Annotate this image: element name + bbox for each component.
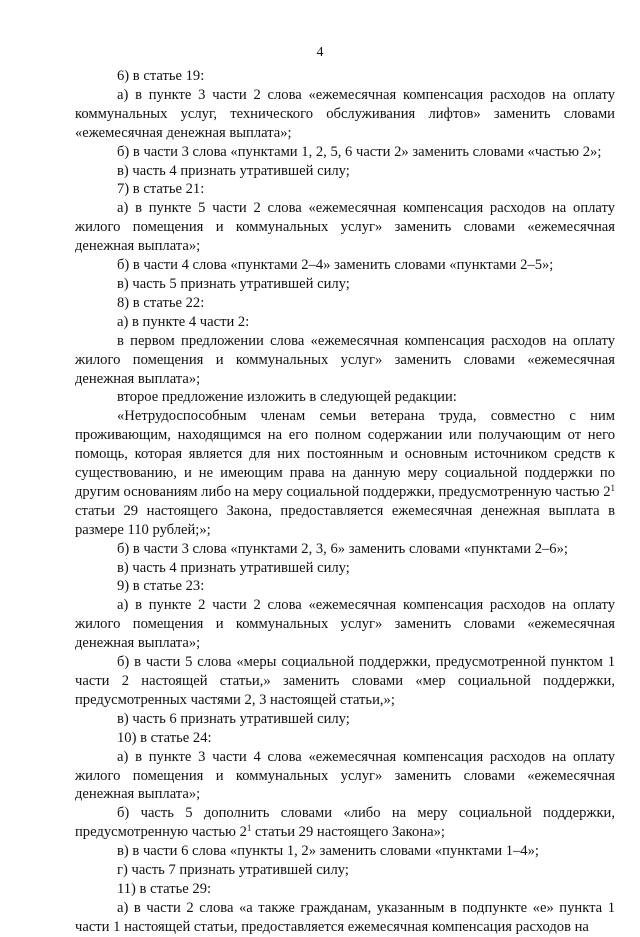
paragraph-subitem: в) часть 4 признать утратившей силу; (117, 162, 350, 179)
paragraph-subitem: а) в пункте 2 части 2 слова «ежемесячная компенсация расходов на оплату жилого помещения и коммунальных услуг» заменить словами «ежемесячная денежная выплата»; (75, 597, 615, 652)
paragraph-subitem-with-superscript (75, 804, 615, 842)
paragraph-subitem: г) часть 7 признать утратившей силу; (117, 862, 349, 879)
paragraph-subitem: а) в пункте 4 части 2: (117, 313, 250, 330)
paragraph-subitem: в) часть 6 признать утратившей силу; (117, 710, 350, 727)
quoted-text-part-2: статьи 29 настоящего Закона, предоставляется ежемесячная денежная выплата в размере 110 рублей;»; (75, 502, 615, 538)
paragraph-subitem: второе предложение изложить в следующей редакции: (117, 389, 457, 406)
paragraph-subitem: в первом предложении слова «ежемесячная компенсация расходов на оплату жилого помещения и коммунальных услуг» заменить словами «ежемесячная денежная выплата»; (75, 332, 615, 387)
paragraph-subitem: б) в части 3 слова «пунктами 2, 3, 6» заменить словами «пунктами 2–6»; (117, 540, 568, 557)
paragraph-subitem: а) в пункте 3 части 4 слова «ежемесячная компенсация расходов на оплату жилого помещения и коммунальных услуг» заменить словами «ежемесячная денежная выплата»; (75, 748, 615, 803)
paragraph-subitem: в) часть 5 признать утратившей силу; (117, 275, 350, 292)
superscript-1: 1 (610, 482, 615, 493)
page-number: 4 (316, 45, 324, 60)
paragraph-subitem: б) в части 5 слова «меры социальной поддержки, предусмотренной пунктом 1 части 2 настоящей статьи,» заменить словами «мер социальной поддержки, предусмотренных частями 2, 3 настоящей статьи,»; (75, 654, 615, 708)
paragraph-item-10: 10) в статье 24: (117, 729, 212, 746)
paragraph-item-6: 6) в статье 19: (117, 68, 205, 84)
paragraph-item-11: 11) в статье 29: (117, 880, 212, 897)
paragraph-subitem: в) в части 6 слова «пункты 1, 2» заменить словами «пунктами 1–4»; (117, 843, 539, 860)
paragraph-item-9: 9) в статье 23: (117, 578, 205, 595)
text-part-1: б) часть 5 дополнить словами «либо на меру социальной поддержки, предусмотренную частью 2 (75, 805, 615, 841)
document-body (75, 67, 615, 937)
paragraph-subitem: б) в части 4 слова «пунктами 2–4» заменить словами «пунктами 2–5»; (117, 257, 554, 274)
paragraph-subitem: а) в части 2 слова «а также гражданам, указанным в подпункте «е» пункта 1 части 1 настоящей статьи, предоставляется ежемесячная компенсация расходов на (75, 899, 615, 935)
quoted-paragraph (75, 407, 615, 539)
paragraph-subitem: а) в пункте 3 части 2 слова «ежемесячная компенсация расходов на оплату коммунальных услуг, технического обслуживания лифтов» заменить словами «ежемесячная денежная выплата»; (75, 86, 615, 141)
paragraph-item-8: 8) в статье 22: (117, 294, 205, 311)
quoted-text-part-1: «Нетрудоспособным членам семьи ветерана труда, совместно с ним проживающим, находящимся на его полном содержании или получающим от него помощь, которая является для них постоянным и основным источником средств к существованию, и не имеющим права на данную меру социальной поддержки по другим основаниям либо на меру социальной поддержки, предусмотренную частью 2 (75, 408, 615, 500)
superscript-1: 1 (246, 823, 252, 834)
paragraph-subitem: б) в части 3 слова «пунктами 1, 2, 5, 6 части 2» заменить словами «частью 2»; (117, 143, 602, 160)
paragraph-subitem: а) в пункте 5 части 2 слова «ежемесячная компенсация расходов на оплату жилого помещения и коммунальных услуг» заменить словами «ежемесячная денежная выплата»; (75, 200, 615, 255)
paragraph-item-7: 7) в статье 21: (117, 181, 205, 198)
paragraph-subitem: в) часть 4 признать утратившей силу; (117, 559, 350, 576)
text-part-2: статьи 29 настоящего Закона»; (251, 824, 445, 841)
